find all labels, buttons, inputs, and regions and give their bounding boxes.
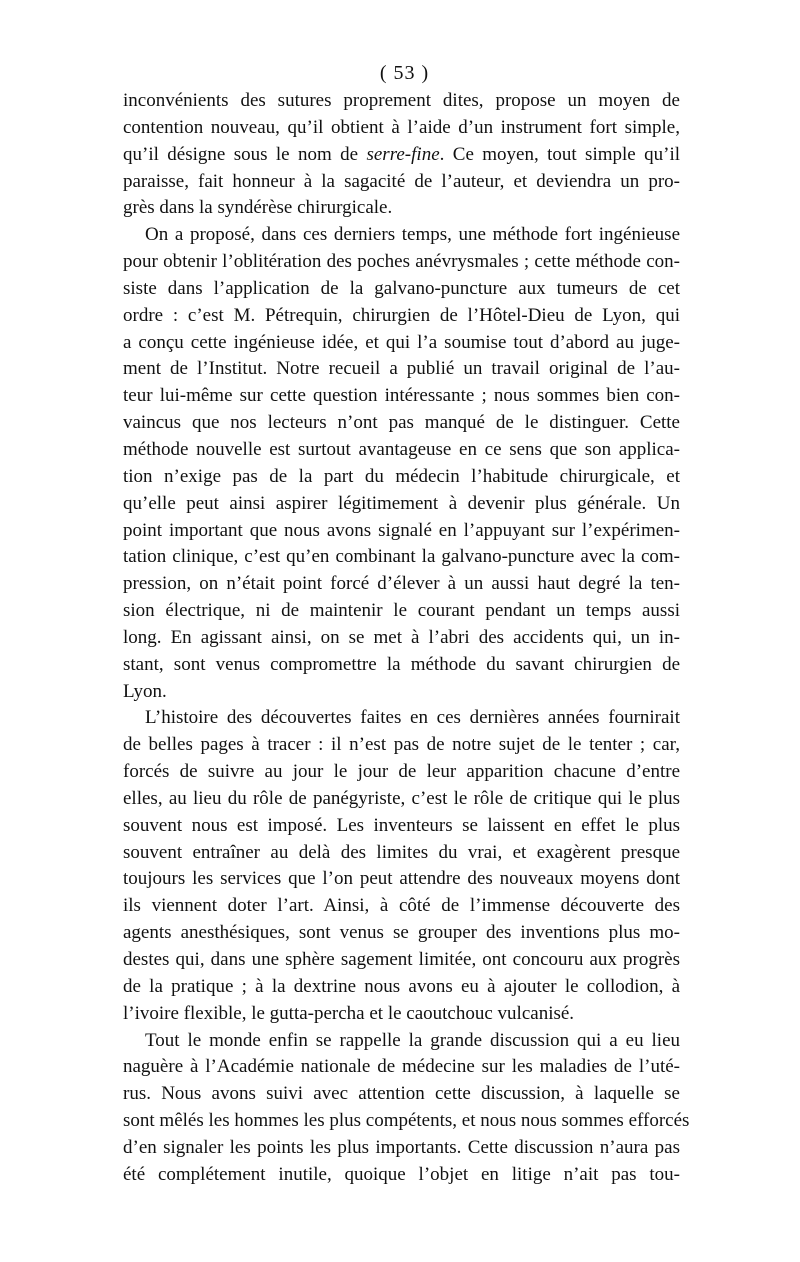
text-run: . Ce moyen, tout simple qu’il — [439, 143, 680, 165]
text-line: méthode nouvelle est surtout avantageuse en ce sens que son applica- — [123, 438, 680, 460]
text-line: L’histoire des découvertes faites en ces dernières années fournirait — [145, 707, 680, 729]
text-line: vaincus que nos lecteurs n’ont pas manqué de le distinguer. Cette — [123, 412, 680, 434]
text-line: inconvénients des sutures proprement dites, propose un moyen de — [123, 90, 680, 111]
text-line: teur lui-même sur cette question intéressante ; nous sommes bien con- — [123, 385, 680, 407]
text-line: d’en signaler les points les plus importants. Cette discussion n’aura pas — [123, 1136, 680, 1158]
text-line: elles, au lieu du rôle de panégyriste, c’est le rôle de critique qui le plus — [123, 787, 680, 809]
text-line: Lyon. — [123, 680, 167, 702]
text-line: siste dans l’application de la galvano-puncture aux tumeurs de cet — [123, 277, 680, 299]
text-line: ment de l’Institut. Notre recueil a publié un travail original de l’au- — [123, 358, 680, 380]
text-line: paraisse, fait honneur à la sagacité de l’auteur, et deviendra un pro- — [123, 170, 680, 192]
text-line: de belles pages à tracer : il n’est pas de notre sujet de le tenter ; car, — [123, 734, 680, 756]
text-line: l’ivoire flexible, le gutta-percha et le caoutchouc vulcanisé. — [123, 1002, 575, 1024]
text-line: sont mêlés les hommes les plus compétents, et nous nous sommes efforcés — [123, 1110, 690, 1132]
text-line: stant, sont venus compromettre la méthode du savant chirurgien de — [123, 653, 680, 675]
text-line: toujours les services que l’on peut attendre des nouveaux moyens dont — [123, 868, 680, 890]
text-line: contention nouveau, qu’il obtient à l’aide d’un instrument fort simple, — [123, 116, 680, 138]
text-line: naguère à l’Académie nationale de médecine sur les maladies de l’uté- — [123, 1056, 680, 1078]
text-line: de la pratique ; à la dextrine nous avons eu à ajouter le collodion, à — [123, 975, 680, 997]
text-line — [123, 142, 680, 169]
text-line: qu’elle peut ainsi aspirer légitimement à devenir plus générale. Un — [123, 492, 680, 514]
text-line: sion électrique, ni de maintenir le courant pendant un temps aussi — [123, 600, 680, 622]
text-line: forcés de suivre au jour le jour de leur apparition chacune d’entre — [123, 761, 680, 783]
text-line: tation clinique, c’est qu’en combinant la galvano-puncture avec la com- — [123, 546, 680, 568]
text-line: souvent entraîner au delà des limites du vrai, et exagèrent presque — [123, 841, 680, 863]
text-line: rus. Nous avons suivi avec attention cette discussion, à laquelle se — [123, 1083, 680, 1105]
text-line: destes qui, dans une sphère sagement limitée, ont concouru aux progrès — [123, 949, 680, 970]
paragraph — [123, 1028, 690, 1189]
text-line: tion n’exige pas de la part du médecin l’habitude chirurgicale, et — [123, 465, 680, 487]
paragraph — [123, 705, 680, 1027]
text-run: qu’il désigne sous le nom de — [123, 143, 367, 165]
text-line: Tout le monde enfin se rappelle la grande discussion qui a eu lieu — [145, 1029, 680, 1051]
body-text — [123, 88, 690, 1189]
italic-term: serre-fine — [366, 143, 440, 165]
text-line: agents anesthésiques, sont venus se grouper des inventions plus mo- — [123, 922, 680, 944]
paragraph — [123, 88, 680, 222]
text-line: pression, on n’était point forcé d’élever à un aussi haut degré la ten- — [123, 573, 680, 595]
paragraph — [123, 222, 680, 705]
text-line: ordre : c’est M. Pétrequin, chirurgien de l’Hôtel-Dieu de Lyon, qui — [123, 304, 680, 326]
page-number: ( 53 ) — [379, 62, 430, 84]
text-line: grès dans la syndérèse chirurgicale. — [123, 197, 393, 219]
text-line: été complétement inutile, quoique l’objet en litige n’ait pas tou- — [123, 1163, 680, 1185]
text-line: pour obtenir l’oblitération des poches anévrysmales ; cette méthode con- — [123, 251, 680, 273]
text-line: ils viennent doter l’art. Ainsi, à côté de l’immense découverte des — [123, 895, 680, 917]
text-line: point important que nous avons signalé en l’appuyant sur l’expérimen- — [123, 519, 680, 541]
text-line: On a proposé, dans ces derniers temps, une méthode fort ingénieuse — [145, 224, 680, 246]
text-line: souvent nous est imposé. Les inventeurs se laissent en effet le plus — [123, 814, 680, 836]
document-page — [123, 58, 690, 1189]
text-line: long. En agissant ainsi, on se met à l’abri des accidents qui, un in- — [123, 626, 680, 648]
text-line: a conçu cette ingénieuse idée, et qui l’a soumise tout d’abord au juge- — [123, 331, 680, 353]
